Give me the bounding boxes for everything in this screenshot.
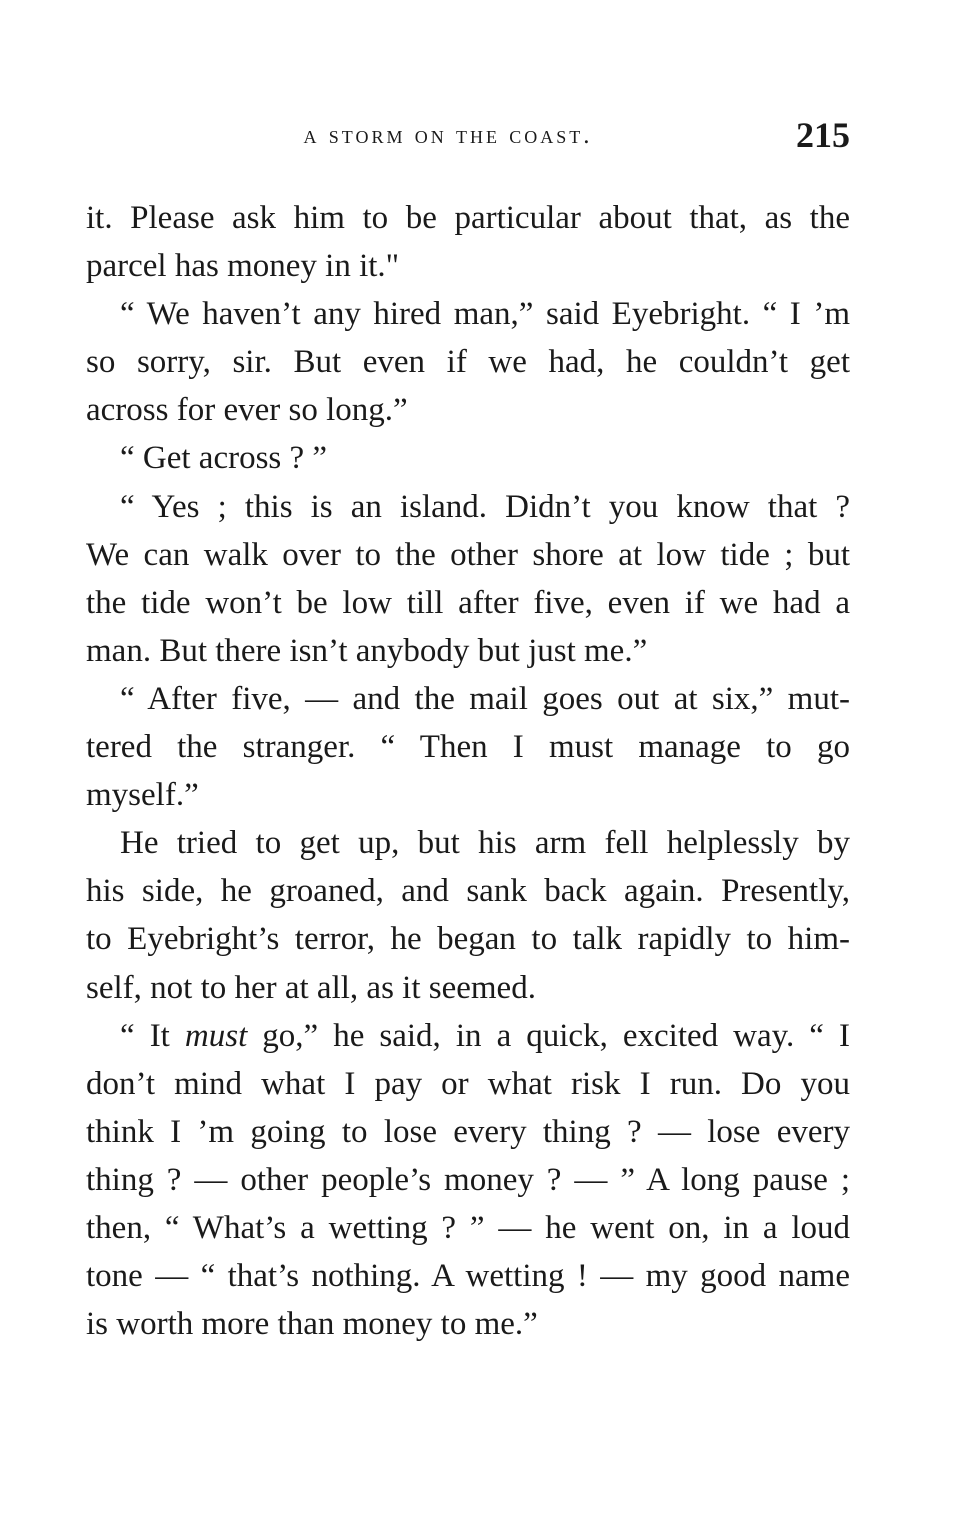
text-line: is worth more than money to me.” [86, 1306, 538, 1343]
text-line: think I ’m going to lose every thing ? — lose every [86, 1113, 850, 1150]
text-line: “ Get across ? ” [120, 440, 328, 477]
text-line: across for ever so long.” [86, 392, 408, 429]
text-line: “ We haven’t any hired man,” said Eyebright. “ I ’m [120, 296, 850, 333]
text-line: thing ? — other people’s money ? — ” A long pause ; [86, 1161, 850, 1198]
text-segment: “ It [120, 1017, 185, 1054]
text-line: to Eyebright’s terror, he began to talk rapidly to him- [86, 921, 850, 958]
text-line: “ After five, — and the mail goes out at six,” mut- [120, 680, 850, 717]
text-line: then, “ What’s a wetting ? ” — he went on, in a loud [86, 1209, 850, 1246]
text-line: “ Yes ; this is an island. Didn’t you know that ? [120, 488, 850, 525]
running-title [86, 122, 850, 150]
text-line: don’t mind what I pay or what risk I run. Do you [86, 1065, 850, 1102]
text-line: tered the stranger. “ Then I must manage to go [86, 729, 850, 766]
text-line: so sorry, sir. But even if we had, he couldn’t get [86, 344, 850, 381]
text-line: myself.” [86, 777, 199, 814]
text-segment: go,” he said, in a quick, excited way. “ I [247, 1017, 850, 1054]
text-line: it. Please ask him to be particular about that, as the [86, 200, 850, 236]
text-line: man. But there isn’t anybody but just me.” [86, 632, 648, 669]
running-head [86, 112, 850, 162]
text-line [86, 1012, 850, 1060]
text-line: He tried to get up, but his arm fell helplessly by [120, 825, 850, 862]
text-line: self, not to her at all, as it seemed. [86, 969, 536, 1006]
italic-word: must [184, 1017, 248, 1054]
text-line: parcel has money in it." [86, 248, 400, 285]
body-text [86, 194, 850, 1348]
text-line: his side, he groaned, and sank back again. Presently, [86, 873, 850, 910]
page-number: 215 [796, 115, 850, 155]
text-line: We can walk over to the other shore at low tide ; but [86, 536, 850, 573]
text-line: the tide won’t be low till after five, even if we had a [86, 584, 850, 621]
text-line: tone — “ that’s nothing. A wetting ! — my good name [86, 1258, 850, 1295]
running-title-text: a storm on the coast. [303, 122, 593, 149]
